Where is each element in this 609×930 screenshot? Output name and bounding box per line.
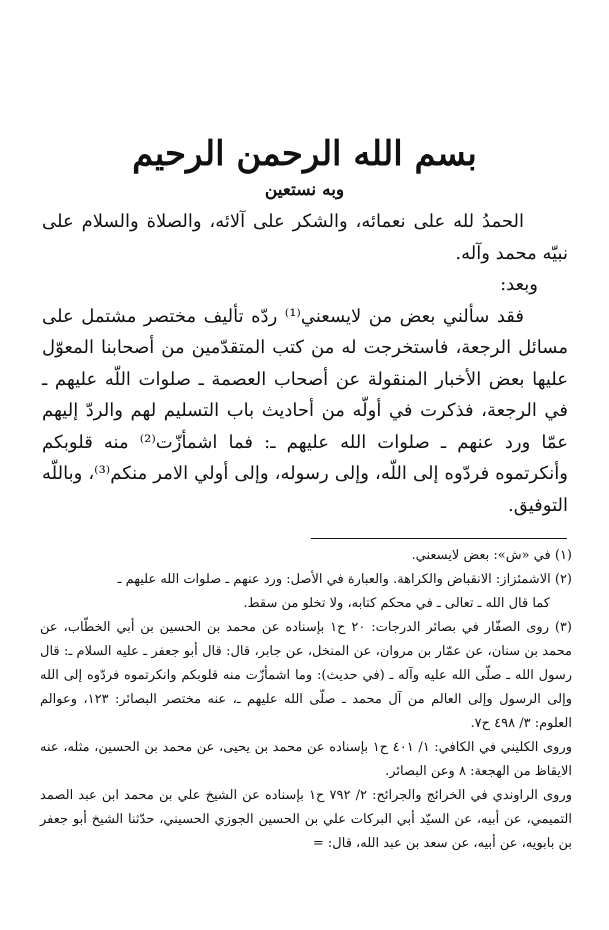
basmala-heading: بسم الله الرحمن الرحيم <box>132 134 477 174</box>
subtitle: وبه نستعين <box>264 180 345 200</box>
footnote-3: (٣) روى الصفّار في بصائر الدرجات: ٢٠ ح١ بإسناده عن محمد بن الحسين بن أبي الخطّاب، عن محمد بن سنان، عن عمّار بن مروان، عن المنخل، عن جابر، قال: قال أبو جعفر ـ عليه السلام ـ: قال رسول الله ـ صلّى الله عليه وآله ـ (في حديث): وما اشمأزّت منه قلوبكم وانكرتموه فردّوه إلى الله وإلى الرسول وإلى العالم من آل محمد ـ صلّى الله عليهم ـ، عنه مختصر البصائر: ١٢٣، وعوالم العلوم: ٣/ ٤٩٨ ح٧. <box>40 620 572 731</box>
main-text <box>42 206 568 521</box>
footnote-3-kharaij: وروى الراوندي في الخرائج والجرائح: ٢/ ٧٩٢ ح١ بإسناده عن الشيخ علي بن محمد ابن عبد الصمد التميمي، عن أبيه، عن السيّد أبي البركات علي بن الحسين الجوزي الحسيني، حدّثنا الشيخ أبو جعفر بن بابويه، عن أبيه، عن سعد بن عبد الله، قال: = <box>40 788 573 851</box>
footnote-3-kafi: وروى الكليني في الكافي: ١/ ٤٠١ ح١ بإسناده عن محمد بن يحيى، عن محمد بن الحسين، مثله، عنه الايقاظ من الهجعة: ٨ وعن البصائر. <box>40 740 573 779</box>
footnote-2-continued: كما قال الله ـ تعالى ـ في محكم كتابه، ولا تخلو من سقط. <box>243 596 550 611</box>
paragraph-wabaad: وبعد: <box>500 274 538 295</box>
paragraph-main: فقد سألني بعض من لايسعني⁽¹⁾ ردّه تأليف مختصر مشتمل على مسائل الرجعة، فاستخرجت له من كتب المتقدّمين من أصحابنا المعوّل عليها بعض الأخبار المنقولة عن أصحاب العصمة ـ صلوات اللّه عليهم ـ في الرجعة، فذكرت في أولّه من أحاديث باب التسليم لهم والردّ إليهم عمّا ورد عنهم ـ صلوات الله عليهم ـ: فما اشمأزّت⁽²⁾ منه قلوبكم وأنكرتموه فردّوه إلى اللّه، وإلى رسوله، وإلى أولي الامر منكم⁽³⁾، وباللّه التوفيق. <box>42 305 568 516</box>
footnote-divider <box>311 538 567 539</box>
footnote-1: (١) في «ش»: بعض لايسعني. <box>411 548 572 563</box>
footnote-2: (٢) الاشمئزاز: الانقباض والكراهة. والعبارة في الأصل: ورد عنهم ـ صلوات الله عليهم ـ <box>117 572 572 587</box>
paragraph-praise: الحمدُ لله على نعمائه، والشكر على آلائه، والصلاة والسلام على نبيّه محمد وآله. <box>42 211 568 264</box>
footnotes <box>40 544 572 856</box>
